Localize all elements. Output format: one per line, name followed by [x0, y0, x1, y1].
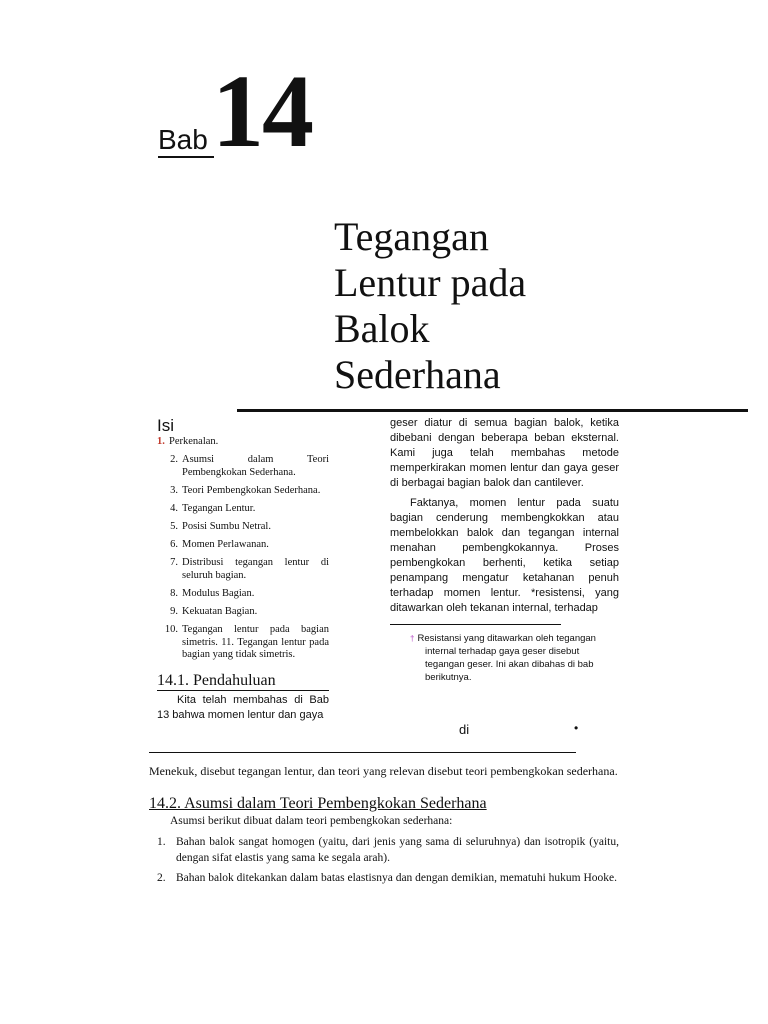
contents-item-number: 9. [170, 605, 178, 617]
contents-item-number: 8. [170, 587, 178, 599]
contents-item [157, 624, 329, 662]
footnote-line-1: Resistansi yang ditawarkan oleh tegangan [417, 633, 596, 644]
section-heading-underline [157, 690, 329, 691]
section-heading-14-2: 14.2. Asumsi dalam Teori Pembengkokan Sederhana [149, 795, 487, 812]
contents-item-text: Tegangan lentur pada bagian simetris. 11. Tegangan lentur pada bagian yang tidak simetris. [182, 624, 329, 661]
contents-item-text: Teori Pembengkokan Sederhana. [182, 484, 321, 496]
contents-item [157, 454, 329, 479]
contents-item [157, 606, 329, 619]
bending-sentence: Menekuk, disebut tegangan lentur, dan teori yang relevan disebut teori pembengkokan sederhana. [149, 764, 618, 778]
contents-item-text: Perkenalan. [169, 436, 219, 447]
assumption-item-number: 1. [157, 836, 166, 848]
right-paragraph-2: Faktanya, momen lentur pada suatu bagian cenderung membengkokkan atau membelokkan balok dan tegangan internal menahan pembengkokannya. Proses pembengkokan berhenti, ketika setiap penampang mengatur ketahanan penuh terhadap momen lentur. *resistensi, yang ditawarkan oleh tekanan internal, terhadap [390, 497, 619, 614]
right-paragraph-1: geser diatur di semua bagian balok, ketika dibebani dengan beberapa beban eksternal. Kami juga telah membahas metode memperkirakan momen lentur dan gaya geser di berbagai bagian balok dan cantilever. [390, 417, 619, 489]
assumption-item-text: Bahan balok ditekankan dalam batas elastisnya dan dengan demikian, mematuhi hukum Hooke. [176, 872, 618, 884]
contents-item-number: 3. [170, 484, 178, 496]
contents-item-number: 10. [164, 624, 178, 636]
contents-item-number: 2. [170, 454, 178, 466]
assumption-item [149, 870, 619, 886]
contents-item-number: 7. [170, 557, 178, 569]
chapter-title-line: Sederhana [334, 352, 501, 397]
section-heading-14-1: 14.1. Pendahuluan [157, 672, 276, 689]
contents-item-text: Distribusi tegangan lentur di seluruh bagian. [182, 557, 329, 581]
footnote-continuation: internal terhadap gaya geser disebut tegangan geser. Ini akan dibahas di bab berikutnya. [425, 646, 594, 683]
assumption-item [149, 834, 619, 866]
stray-word-di: di [459, 722, 470, 737]
chapter-title [334, 214, 526, 398]
contents-item [157, 521, 329, 534]
chapter-label-underline [158, 156, 214, 158]
column-break-divider [149, 752, 576, 753]
chapter-number: 14 [212, 54, 312, 169]
contents-item-text: Tegangan Lentur. [182, 502, 256, 514]
contents-item [157, 557, 329, 582]
contents-item [157, 539, 329, 552]
contents-heading: Isi [157, 416, 174, 435]
contents-item-text: Asumsi dalam Teori Pembengkokan Sederhana. [182, 454, 329, 478]
contents-item [157, 588, 329, 601]
assumptions-list [149, 834, 619, 890]
assumption-item-number: 2. [157, 872, 166, 884]
footnote-divider [390, 624, 561, 625]
contents-item-text: Posisi Sumbu Netral. [182, 520, 271, 532]
title-divider [237, 409, 748, 412]
contents-item-text: Momen Perlawanan. [182, 539, 269, 551]
assumptions-intro: Asumsi berikut dibuat dalam teori pembengkokan sederhana: [170, 815, 453, 827]
contents-item-number: 1. [157, 436, 165, 447]
contents-item-number: 6. [170, 539, 178, 551]
intro-paragraph-left [157, 693, 329, 722]
chapter-title-line: Tegangan [334, 214, 489, 259]
chapter-title-line: Lentur pada [334, 260, 527, 305]
contents-item-text: Modulus Bagian. [182, 587, 255, 599]
stray-bullet: • [574, 721, 579, 735]
contents-item [157, 485, 329, 498]
assumption-item-text: Bahan balok sangat homogen (yaitu, dari jenis yang sama di seluruhnya) dan isotropik (yaitu, dengan sifat elastis yang sama ke segala arah). [176, 836, 619, 864]
contents-item-number: 5. [170, 520, 178, 532]
contents-list [157, 436, 329, 667]
right-column [390, 416, 619, 621]
contents-item-number: 4. [170, 502, 178, 514]
contents-item-text: Kekuatan Bagian. [182, 605, 258, 617]
contents-item [157, 503, 329, 516]
footnote-marker: † [410, 634, 415, 643]
chapter-title-line: Balok [334, 306, 430, 351]
chapter-label: Bab [158, 124, 208, 155]
footnote [410, 632, 610, 684]
intro-paragraph-text: Kita telah membahas di Bab 13 bahwa momen lentur dan gaya [157, 694, 329, 721]
contents-item [157, 436, 329, 449]
